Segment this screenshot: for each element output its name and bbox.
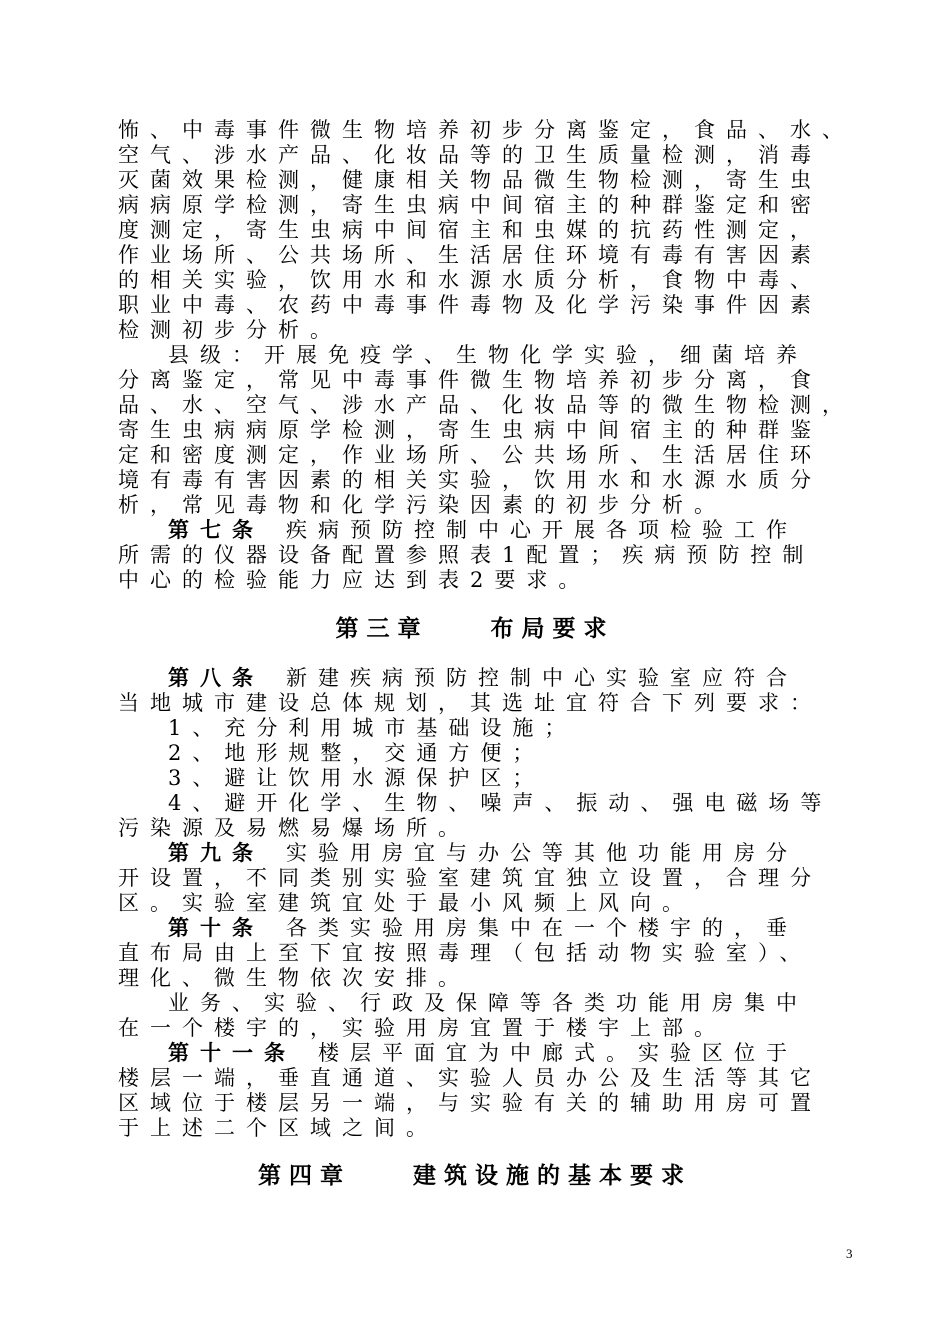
article-text: 新建疾病预防控制中心实验室应符合	[286, 666, 798, 690]
text-line: 于上述二个区域之间。	[118, 1116, 438, 1140]
text-line: 区域位于楼层另一端，与实验有关的辅助用房可置	[118, 1091, 822, 1115]
article-8-line	[168, 666, 850, 690]
text-line: 品、水、空气、涉水产品、化妆品等的微生物检测，	[118, 393, 854, 417]
text-line: 寄生虫病病原学检测，寄生虫病中间宿主的种群鉴	[118, 418, 822, 442]
article-label: 第八条	[168, 665, 264, 690]
list-item: 2、地形规整，交通方便；	[168, 741, 545, 765]
text-line: 职业中毒、农药中毒事件毒物及化学污染事件因素	[118, 293, 822, 317]
article-label: 第七条	[168, 517, 264, 542]
text-line: 定和密度测定，作业场所、公共场所、生活居住环	[118, 443, 822, 467]
text-line: 开设置，不同类别实验室建筑宜独立设置，合理分	[118, 866, 822, 890]
text-line: 病病原学检测，寄生虫病中间宿主的种群鉴定和密	[118, 193, 822, 217]
article-7-line	[168, 518, 850, 542]
text-line: 中心的检验能力应达到表2要求。	[118, 568, 591, 592]
list-item: 1、充分利用城市基础设施；	[168, 716, 577, 740]
text-line: 直布局由上至下宜按照毒理（包括动物实验室）、	[118, 941, 812, 965]
text-line: 检测初步分析。	[118, 318, 342, 342]
text-line: 楼层一端，垂直通道、实验人员办公及生活等其它	[118, 1066, 822, 1090]
list-item: 3、避让饮用水源保护区；	[168, 766, 545, 790]
text-line: 区。实验室建筑宜处于最小风频上风向。	[118, 891, 694, 915]
article-text: 实验用房宜与办公等其他功能用房分	[286, 841, 798, 865]
text-line: 在一个楼宇的，实验用房宜置于楼宇上部。	[118, 1016, 726, 1040]
article-label: 第十条	[168, 915, 264, 940]
text-line: 当地城市建设总体规划，其选址宜符合下列要求：	[118, 691, 822, 715]
chapter-heading: 第四章 建筑设施的基本要求	[258, 1162, 692, 1189]
list-item: 4、避开化学、生物、噪声、振动、强电磁场等	[168, 791, 833, 815]
text-line: 所需的仪器设备配置参照表1配置；疾病预防控制	[118, 543, 815, 567]
text-line: 析，常见毒物和化学污染因素的初步分析。	[118, 493, 726, 517]
article-text: 楼层平面宜为中廊式。实验区位于	[318, 1041, 798, 1065]
article-11-line	[168, 1041, 850, 1065]
article-text: 各类实验用房集中在一个楼宇的，垂	[286, 916, 798, 940]
text-line: 灭菌效果检测，健康相关物品微生物检测，寄生虫	[118, 168, 822, 192]
text-line: 县级：开展免疫学、生物化学实验，细菌培养	[168, 343, 808, 367]
text-line: 作业场所、公共场所、生活居住环境有毒有害因素	[118, 243, 822, 267]
text-line: 的相关实验，饮用水和水源水质分析，食物中毒、	[118, 268, 822, 292]
text-line: 分离鉴定，常见中毒事件微生物培养初步分离，食	[118, 368, 822, 392]
text-line: 境有毒有害因素的相关实验，饮用水和水源水质分	[118, 468, 822, 492]
article-text: 疾病预防控制中心开展各项检验工作	[286, 518, 798, 542]
text-line: 怖、中毒事件微生物培养初步分离鉴定，食品、水、	[118, 118, 854, 142]
article-9-line	[168, 841, 850, 865]
text-line: 度测定，寄生虫病中间宿主和虫媒的抗药性测定，	[118, 218, 822, 242]
text-line: 空气、涉水产品、化妆品等的卫生质量检测，消毒	[118, 143, 822, 167]
article-label: 第九条	[168, 840, 264, 865]
chapter-heading: 第三章 布局要求	[335, 615, 615, 642]
text-line: 理化、微生物依次安排。	[118, 966, 470, 990]
article-label: 第十一条	[168, 1040, 296, 1065]
text-line: 污染源及易燃易爆场所。	[118, 816, 470, 840]
text-line: 业务、实验、行政及保障等各类功能用房集中	[168, 991, 808, 1015]
page-number: 3	[846, 1246, 853, 1261]
article-10-line	[168, 916, 850, 940]
